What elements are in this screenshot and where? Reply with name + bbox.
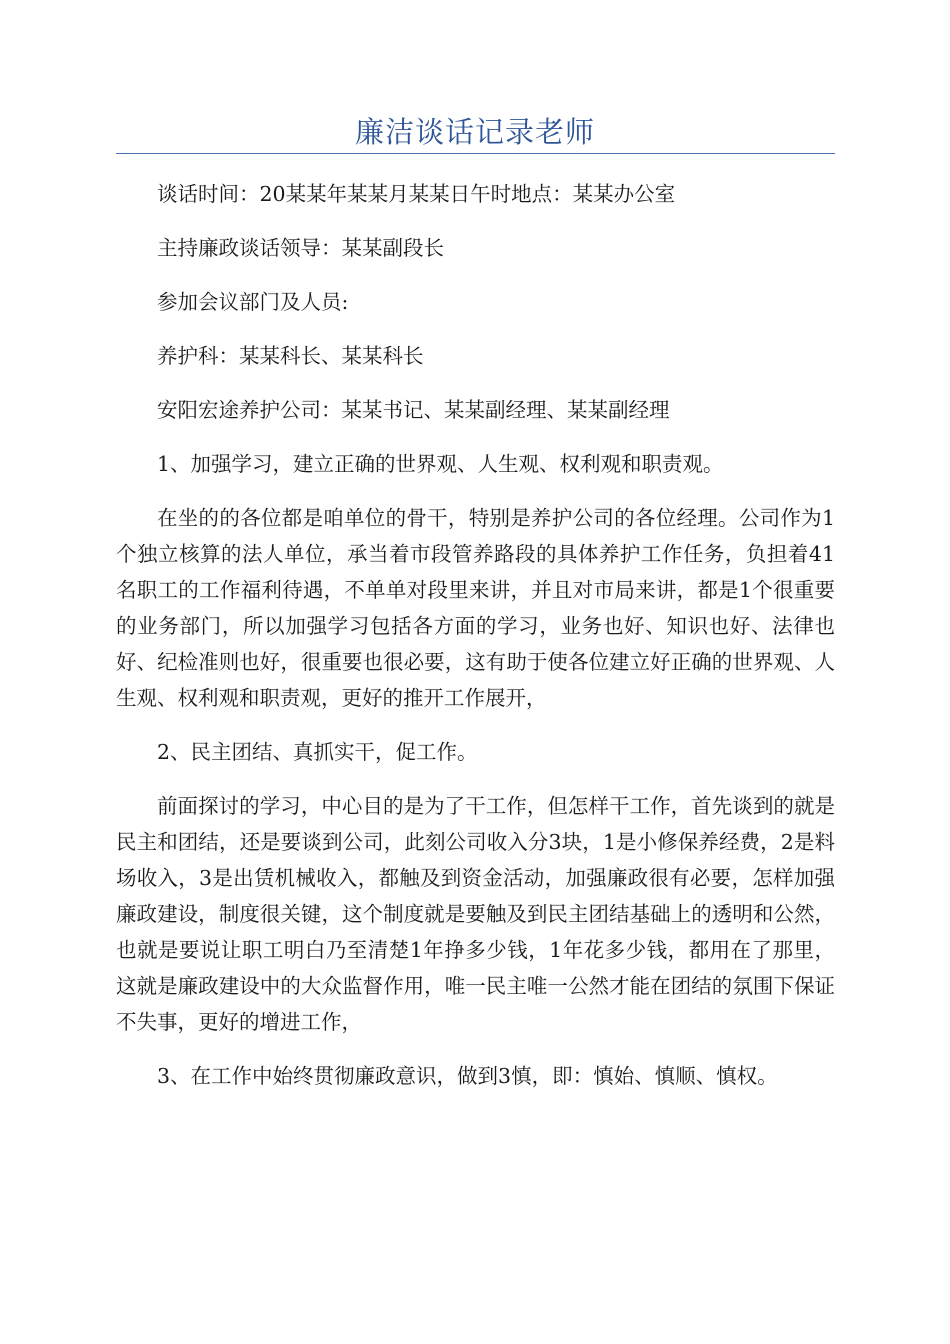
paragraph-host: 主持廉政谈话领导：某某副段长	[157, 236, 444, 260]
paragraph-section-1-body: 在坐的的各位都是咱单位的骨干，特别是养护公司的各位经理。公司作为1个独立核算的法人单位，承当着市段管养路段的具体养护工作任务，负担着41名职工的工作福利待遇，不单单对段里来讲，并且对市局来讲，都是1个很重要的业务部门，所以加强学习包括各方面的学习，业务也好、知识也好、法律也好、纪检准则也好，很重要也很必要，这有助于使各位建立好正确的世界观、人生观、权利观和职责观，更好的推开工作展开，	[116, 506, 835, 710]
title-underline	[116, 153, 835, 154]
document-body	[116, 176, 835, 1112]
paragraph-maintenance-dept: 养护科：某某科长、某某科长	[157, 344, 424, 368]
document-title: 廉洁谈话记录老师	[354, 115, 595, 149]
paragraph-company-attendees: 安阳宏途养护公司：某某书记、某某副经理、某某副经理	[157, 398, 670, 422]
section-heading-3: 3、在工作中始终贯彻廉政意识，做到3慎，即：慎始、慎顺、慎权。	[157, 1064, 778, 1088]
paragraph-attendees-heading: 参加会议部门及人员:	[157, 290, 349, 314]
paragraph-section-2-body: 前面探讨的学习，中心目的是为了干工作，但怎样干工作，首先谈到的就是民主和团结，还是要谈到公司，此刻公司收入分3块，1是小修保养经费，2是料场收入，3是出赁机械收入，都触及到资金活动，加强廉政很有必要，怎样加强廉政建设，制度很关键，这个制度就是要触及到民主团结基础上的透明和公然，也就是要说让职工明白乃至清楚1年挣多少钱，1年花多少钱，都用在了那里，这就是廉政建设中的大众监督作用，唯一民主唯一公然才能在团结的氛围下保证不失事，更好的增进工作，	[116, 794, 835, 1034]
section-heading-2: 2、民主团结、真抓实干，促工作。	[157, 740, 478, 764]
section-heading-1: 1、加强学习，建立正确的世界观、人生观、权利观和职责观。	[157, 452, 724, 476]
paragraph-meeting-time: 谈话时间：20某某年某某月某某日午时地点：某某办公室	[157, 182, 676, 206]
